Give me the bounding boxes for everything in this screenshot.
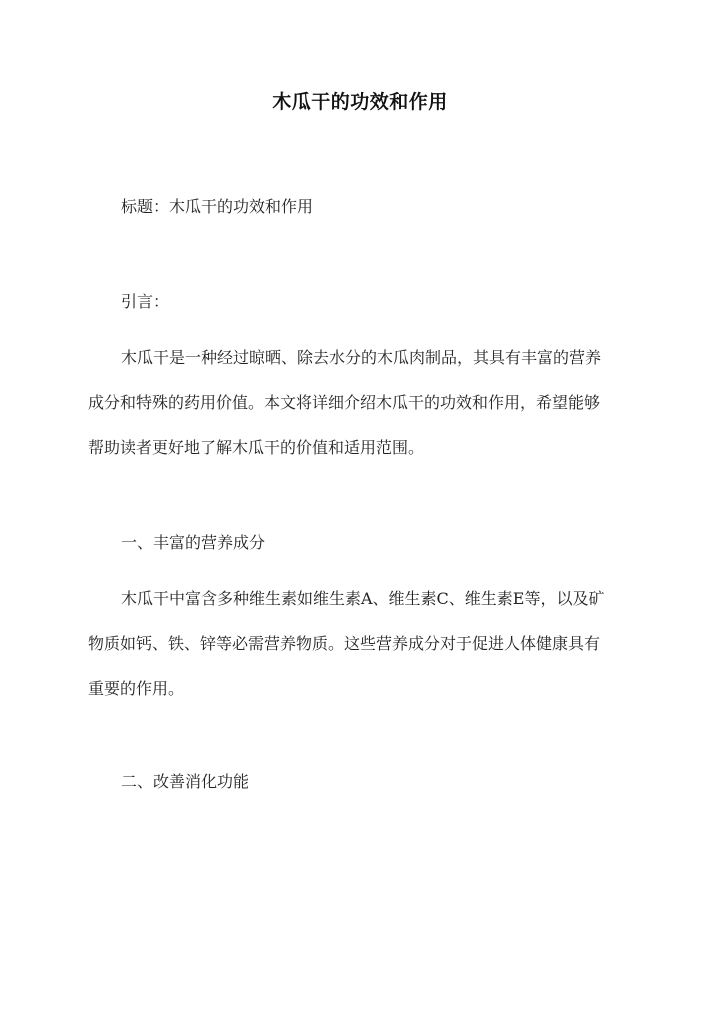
intro-paragraph-line-3: 帮助读者更好地了解木瓜干的价值和适用范围。 [88, 438, 425, 457]
intro-heading: 引言： [121, 292, 170, 311]
section-1-paragraph-line-2: 物质如钙、铁、锌等必需营养物质。这些营养成分对于促进人体健康具有 [88, 634, 601, 653]
subject-line: 标题：木瓜干的功效和作用 [121, 197, 314, 216]
document-title: 木瓜干的功效和作用 [272, 91, 448, 113]
section-1-heading: 一、丰富的营养成分 [121, 533, 266, 552]
intro-paragraph-line-2: 成分和特殊的药用价值。本文将详细介绍木瓜干的功效和作用，希望能够 [88, 393, 601, 412]
section-1-paragraph-line-1: 木瓜干中富含多种维生素如维生素A、维生素C、维生素E等，以及矿 [121, 589, 605, 608]
section-1-paragraph-line-3: 重要的作用。 [88, 679, 185, 698]
intro-paragraph-line-1: 木瓜干是一种经过晾晒、除去水分的木瓜肉制品，其具有丰富的营养 [121, 348, 602, 367]
section-2-heading: 二、改善消化功能 [121, 772, 250, 791]
